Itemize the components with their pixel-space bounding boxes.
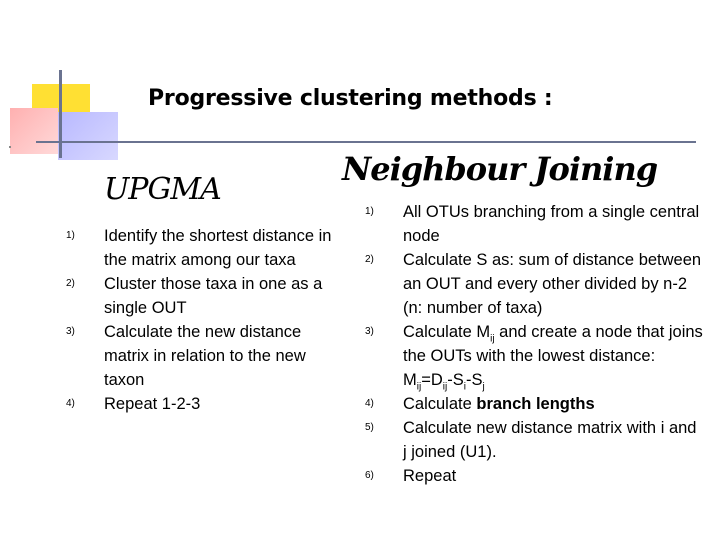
list-item — [66, 224, 334, 272]
list-item — [365, 392, 703, 416]
step-number: 3) — [365, 326, 374, 337]
step-number: 6) — [365, 470, 374, 481]
subscript: ij — [490, 333, 495, 345]
list-item — [66, 320, 334, 392]
upgma-steps-list — [66, 224, 334, 416]
step-text: Calculate the new distance matrix in relation to the new taxon — [104, 323, 306, 389]
step-number: 3) — [66, 326, 75, 337]
step-number: 1) — [365, 206, 374, 217]
step-number: 5) — [365, 422, 374, 433]
list-item — [365, 416, 703, 464]
decor-vertical-line — [59, 70, 62, 158]
step-text: Cluster those taxa in one as a single OUT — [104, 275, 323, 317]
list-item — [66, 272, 334, 320]
subscript: ij — [416, 381, 422, 393]
step-number: 2) — [66, 278, 75, 289]
list-item — [66, 392, 334, 416]
step-text: All OTUs branching from a single central node — [403, 203, 700, 245]
nj-steps-list — [365, 200, 703, 488]
step-number: 4) — [66, 398, 75, 409]
list-item — [365, 464, 703, 488]
step-text: Repeat — [403, 467, 457, 485]
step-text-part: -S — [447, 371, 464, 389]
subscript: i — [463, 381, 466, 393]
step-text: Calculate new distance matrix with i and j joined (U1). — [403, 419, 697, 461]
step-text-part: =D — [421, 371, 443, 389]
bold-term: branch lengths — [476, 395, 595, 413]
step-text-part: -S — [465, 371, 483, 389]
step-number: 2) — [365, 254, 374, 265]
decor-pink-square — [10, 108, 58, 154]
upgma-heading: UPGMA — [104, 172, 221, 207]
decor-horizontal-line — [36, 141, 696, 143]
list-item — [365, 248, 703, 320]
step-text-part: and create a node that joins the OUTs with the lowest distance: M — [403, 323, 703, 389]
nj-heading: Neighbour Joining — [342, 150, 658, 188]
step-text: Repeat 1-2-3 — [104, 395, 201, 413]
step-text-part: Calculate M — [403, 323, 491, 341]
decor-dot — [9, 146, 11, 148]
slide-title: Progressive clustering methods : — [148, 86, 553, 111]
step-number: 1) — [66, 230, 75, 241]
subscript: j — [482, 381, 485, 393]
step-number: 4) — [365, 398, 374, 409]
list-item — [365, 320, 703, 393]
subscript: ij — [442, 381, 448, 393]
list-item — [365, 200, 703, 248]
step-text: Calculate S as: sum of distance between an OUT and every other divided by n-2 (n: number of taxa) — [403, 251, 702, 317]
step-text — [403, 395, 595, 413]
decor-blue-square — [58, 112, 118, 160]
step-text-part: Calculate — [403, 395, 477, 413]
step-text: Identify the shortest distance in the matrix among our taxa — [104, 227, 332, 269]
step-text — [403, 323, 703, 393]
